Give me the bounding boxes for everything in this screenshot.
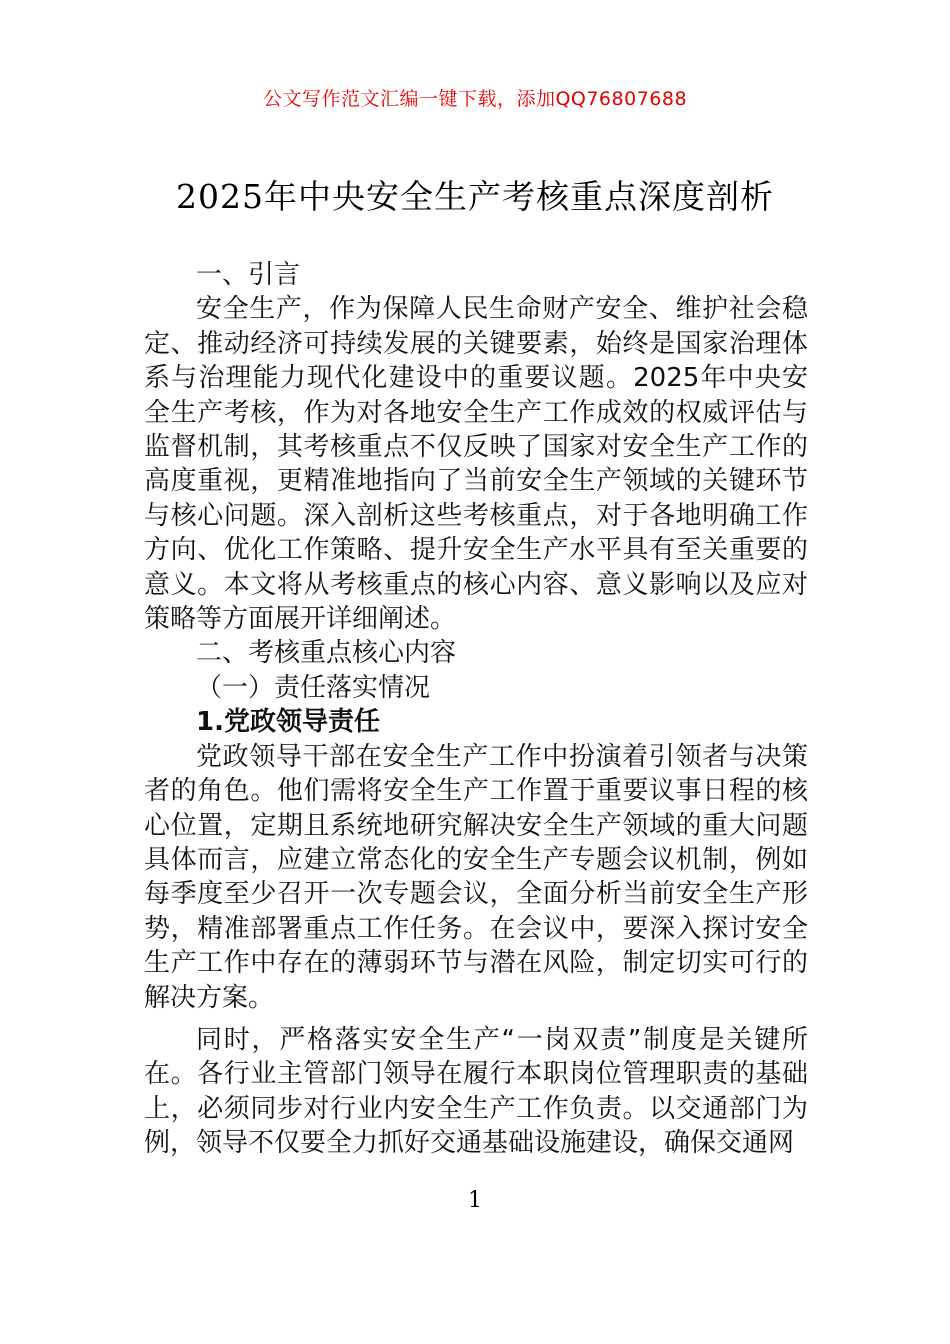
section-heading-intro: 一、引言	[196, 260, 301, 290]
document-body	[144, 258, 808, 1161]
document-title: 2025年中央安全生产考核重点深度剖析	[176, 177, 774, 216]
item-heading-party-leadership: 1.党政领导责任	[196, 707, 380, 738]
subsection-heading-responsibility: （一）责任落实情况	[196, 672, 431, 703]
paragraph-party-leadership: 党政领导干部在安全生产工作中扮演着引领者与决策者的角色。他们需将安全生产工作置于重要议事日程的核心位置，定期且系统地研究解决安全生产领域的重大问题具体而言，应建立常态化的安全生产专题会议机制，例如每季度至少召开一次专题会议，全面分析当前安全生产形势，精准部署重点工作任务。在会议中，要深入探讨安全生产工作中存在的薄弱环节与潜在风险，制定切实可行的解决方案。	[144, 741, 808, 1013]
paragraph-one-post-two-duties: 同时，严格落实安全生产“一岗双责”制度是关键所在。各行业主管部门领导在履行本职岗位管理职责的基础上，必须同步对行业内安全生产工作负责。以交通部门为例，领导不仅要全力抓好交通基础设施建设，确保交通网	[144, 1024, 808, 1159]
section-heading-core-content: 二、考核重点核心内容	[196, 638, 457, 669]
paragraph-intro: 安全生产，作为保障人民生命财产安全、维护社会稳定、推动经济可持续发展的关键要素，始终是国家治理体系与治理能力现代化建设中的重要议题。2025年中央安全生产考核，作为对各地安全生产工作成效的权威评估与监督机制，其考核重点不仅反映了国家对安全生产工作的高度重视，更精准地指向了当前安全生产领域的关键环节与核心问题。深入剖析这些考核重点，对于各地明确工作方向、优化工作策略、提升安全生产水平具有至关重要的意义。本文将从考核重点的核心内容、意义影响以及应对策略等方面展开详细阐述。	[144, 294, 808, 635]
download-banner: 公文写作范文汇编一键下载，添加QQ76807688	[262, 88, 688, 110]
page-number: 1	[468, 1188, 482, 1213]
